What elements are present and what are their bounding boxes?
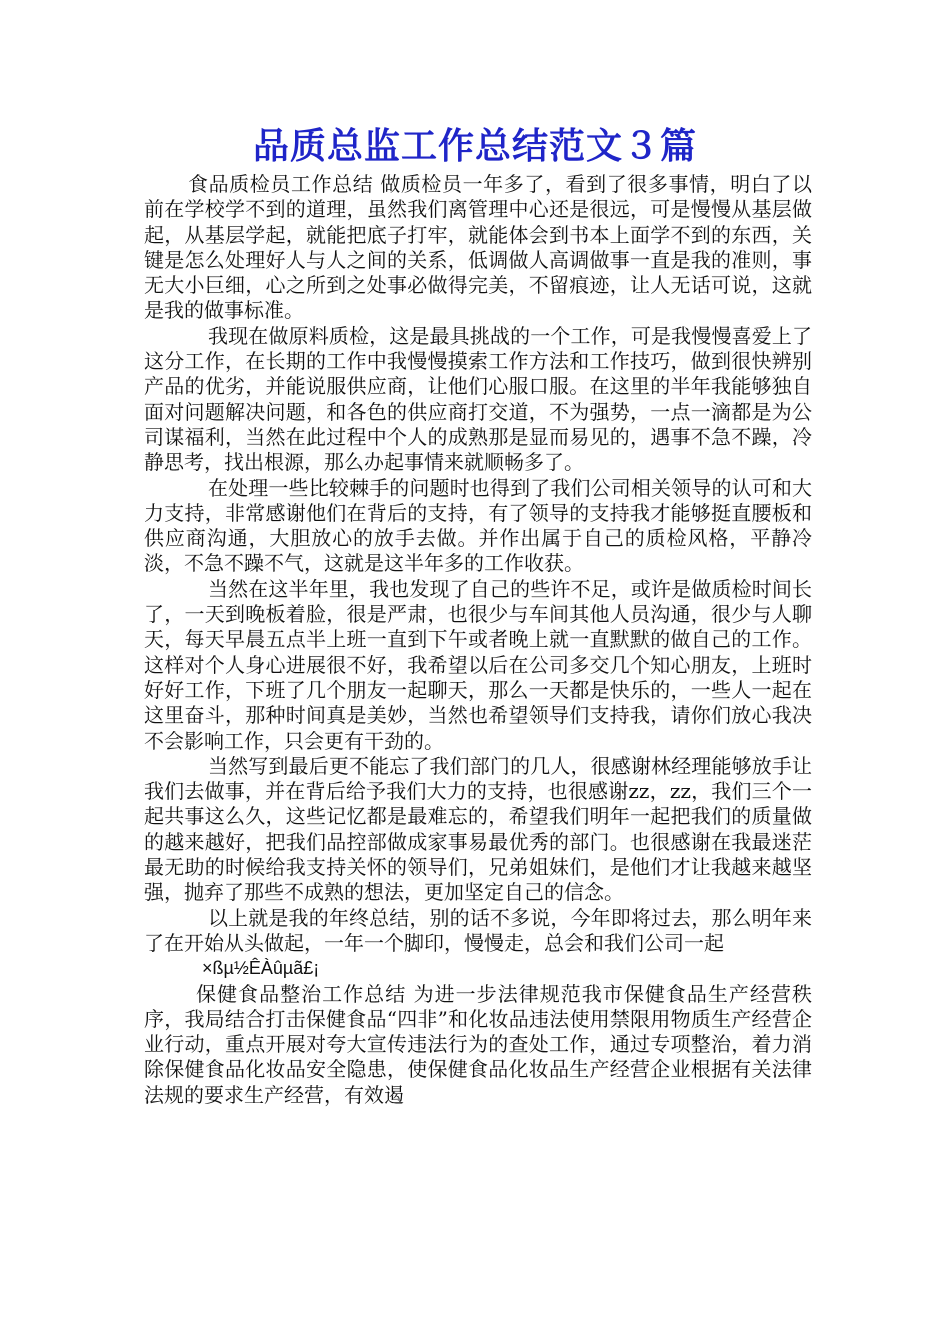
paragraph-4: 当然在这半年里，我也发现了自己的些许不足，或许是做质检时间长了，一天到晚板着脸，很是严肃，也很少与车间其他人员沟通，很少与人聊天，每天早晨五点半上班一直到下午或者晚上就一直默默的做自己的工作。这样对个人身心进展很不好，我希望以后在公司多交几个知心朋友，上班时好好工作，下班了几个朋友一起聊天，那么一天都是快乐的，一些人一起在这里奋斗，那种时间真是美妙，当然也希望领导们支持我，请你们放心我决不会影响工作，只会更有干劲的。: [144, 576, 812, 753]
garbled-text-line: ×ßµ½ÊÀûµã£¡: [202, 958, 320, 979]
paragraph-6: 以上就是我的年终总结，别的话不多说，今年即将过去，那么明年来了在开始从头做起，一年一个脚印，慢慢走，总会和我们公司一起: [144, 905, 812, 955]
paragraph-2: 我现在做原料质检，这是最具挑战的一个工作，可是我慢慢喜爱上了这分工作，在长期的工作中我慢慢摸索工作方法和工作技巧，做到很快辨别产品的优劣，并能说服供应商，让他们心服口服。在这里的半年我能够独自面对问题解决问题，和各色的供应商打交道，不为强势，一点一滴都是为公司谋福利，当然在此过程中个人的成熟那是显而易见的，遇事不急不躁，冷静思考，找出根源，那么办起事情来就顺畅多了。: [144, 323, 812, 475]
document-body: [144, 172, 812, 1108]
paragraph-3: 在处理一些比较棘手的问题时也得到了我们公司相关领导的认可和大力支持，非常感谢他们在背后的支持，有了领导的支持我才能够挺直腰板和供应商沟通，大胆放心的放手去做。并作出属于自己的质检风格，平静冷淡，不急不躁不气，这就是这半年多的工作收获。: [144, 475, 812, 576]
second-article-paragraph: 保健食品整治工作总结 为进一步法律规范我市保健食品生产经营秩序，我局结合打击保健食品“四非”和化妆品违法使用禁限用物质生产经营企业行动，重点开展对夸大宣传违法行为的查处工作，通过专项整治，着力消除保健食品化妆品安全隐患，使保健食品化妆品生产经营企业根据有关法律法规的要求生产经营，有效遏: [144, 981, 812, 1107]
document-title: 品质总监工作总结范文３篇: [252, 125, 697, 167]
paragraph-1: 食品质检员工作总结 做质检员一年多了，看到了很多事情，明白了以前在学校学不到的道理，虽然我们离管理中心还是很远，可是慢慢从基层做起，从基层学起，就能把底子打牢，就能体会到书本上面学不到的东西，关键是怎么处理好人与人之间的关系，低调做人高调做事一直是我的准则，事无大小巨细，心之所到之处事必做得完美，不留痕迹，让人无话可说，这就是我的做事标准。: [144, 172, 812, 323]
paragraph-5: 当然写到最后更不能忘了我们部门的几人，很感谢林经理能够放手让我们去做事，并在背后给予我们大力的支持，也很感谢zz，zz，我们三个一起共事这么久，这些记忆都是最难忘的，希望我们明年一起把我们的质量做的越来越好，把我们品控部做成家事易最优秀的部门。也很感谢在我最迷茫最无助的时候给我支持关怀的领导们，兄弟姐妹们，是他们才让我越来越坚强，抛弃了那些不成熟的想法，更加坚定自己的信念。: [144, 753, 812, 905]
